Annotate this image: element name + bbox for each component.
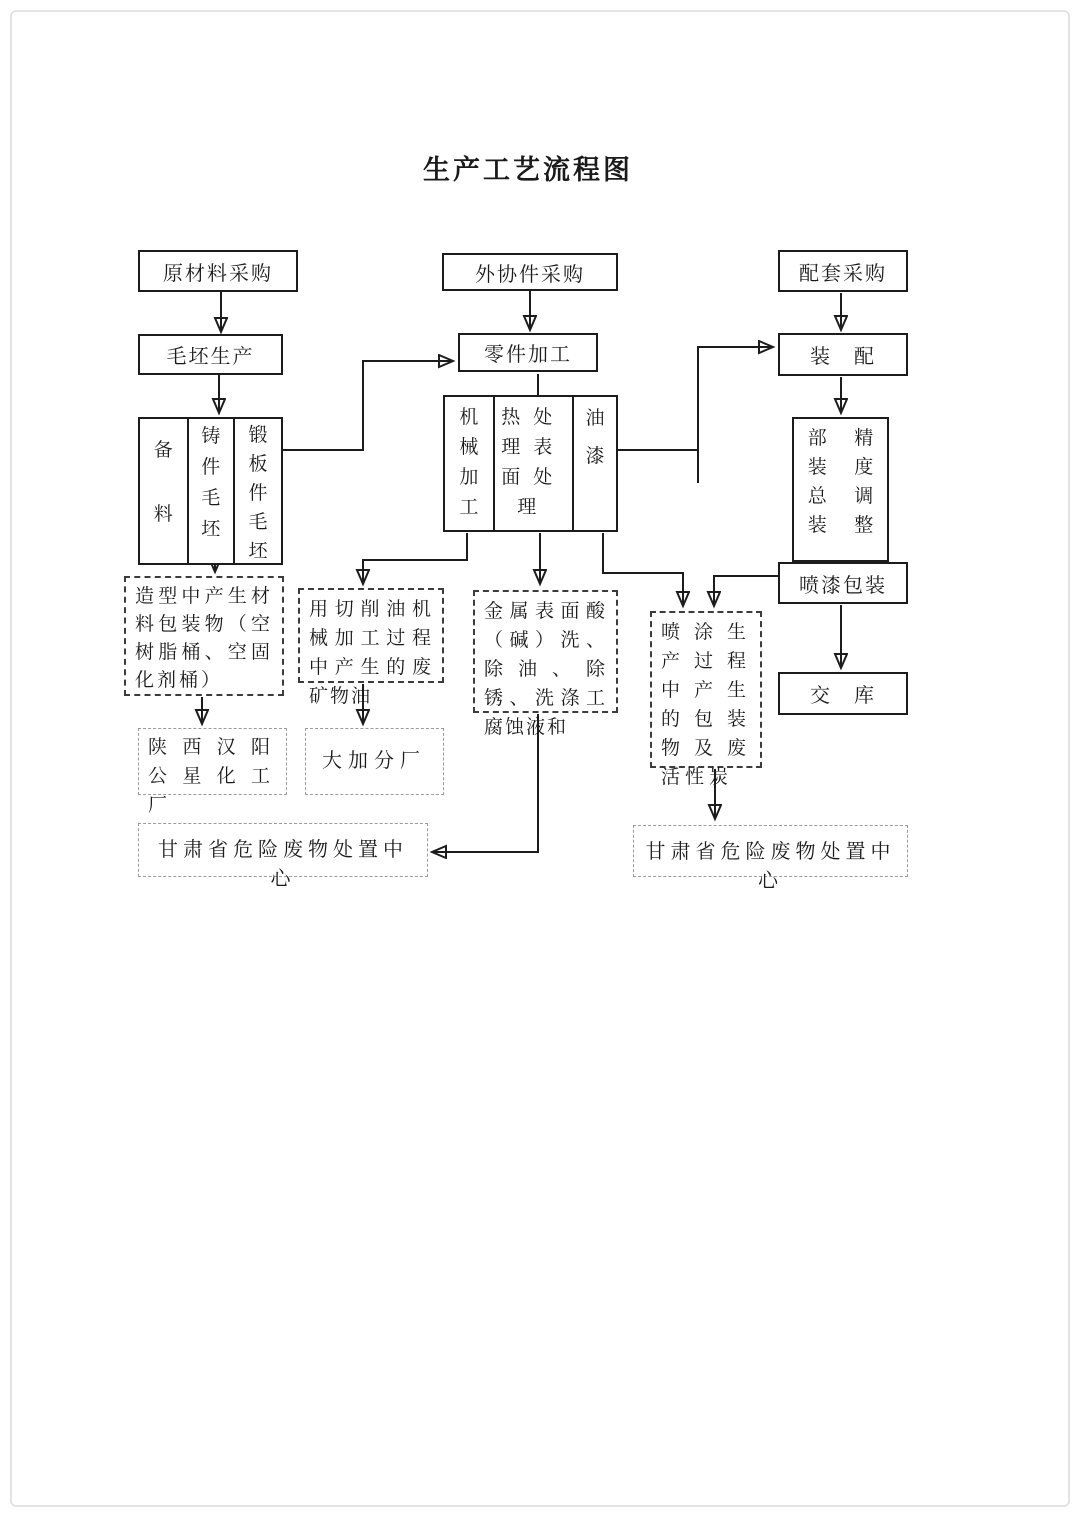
node-material-prep: 备料 — [153, 440, 173, 525]
node-gansu-center-left: 甘肃省危险废物处置中心 — [138, 823, 428, 877]
node-cutting-oil-waste: 用切削油机械加工过程中产生的废矿物油 — [298, 588, 444, 683]
node-precision-adjustment: 精度调整 — [854, 428, 874, 536]
node-shaanxi-plant: 陕西汉阳公星化工厂 — [138, 728, 287, 795]
node-process-columns-group — [443, 395, 618, 532]
node-casting-blank: 铸件毛坯 — [187, 419, 234, 563]
node-matching-purchase: 配套采购 — [778, 250, 908, 292]
node-warehouse: 交 库 — [778, 672, 908, 715]
node-metal-surface-waste: 金属表面酸（碱）洗、除油、除锈、洗涤工腐蚀液和 — [473, 590, 618, 713]
arrow-spraypack-to-spraywaste — [714, 576, 778, 605]
node-parts-processing: 零件加工 — [458, 333, 598, 372]
node-outsourced-purchase: 外协件采购 — [442, 253, 618, 291]
arrow-paintcol-to-assembly — [618, 347, 772, 450]
node-heat-treatment-surface: 热处理表面处理 — [493, 397, 572, 530]
node-blank-production: 毛坯生产 — [138, 334, 283, 375]
node-dajia-branch: 大加分厂 — [305, 728, 444, 795]
node-gansu-center-right: 甘肃省危险废物处置中心 — [633, 825, 908, 877]
node-machining: 机械加工 — [459, 407, 479, 518]
node-assembly: 装 配 — [778, 333, 908, 376]
page-title: 生产工艺流程图 — [423, 155, 633, 185]
node-assembly-columns-group — [792, 417, 889, 562]
node-paint: 油漆 — [572, 397, 616, 530]
arrow-blanktypes-to-parts — [283, 361, 452, 450]
node-forged-plate-blank: 锻板件毛坯 — [233, 419, 281, 563]
node-spray-packaging: 喷漆包装 — [778, 562, 908, 604]
arrow-machining-to-cuttingoil — [363, 533, 467, 583]
node-sub-final-assembly: 部装总装 — [807, 428, 827, 536]
node-spray-waste: 喷涂生产过程中产生的包装物及废活性炭 — [650, 611, 762, 768]
node-blank-types-group — [138, 417, 283, 565]
node-raw-material-purchase: 原材料采购 — [138, 250, 298, 292]
node-molding-waste: 造型中产生材料包装物（空树脂桶、空固化剂桶） — [124, 576, 284, 696]
